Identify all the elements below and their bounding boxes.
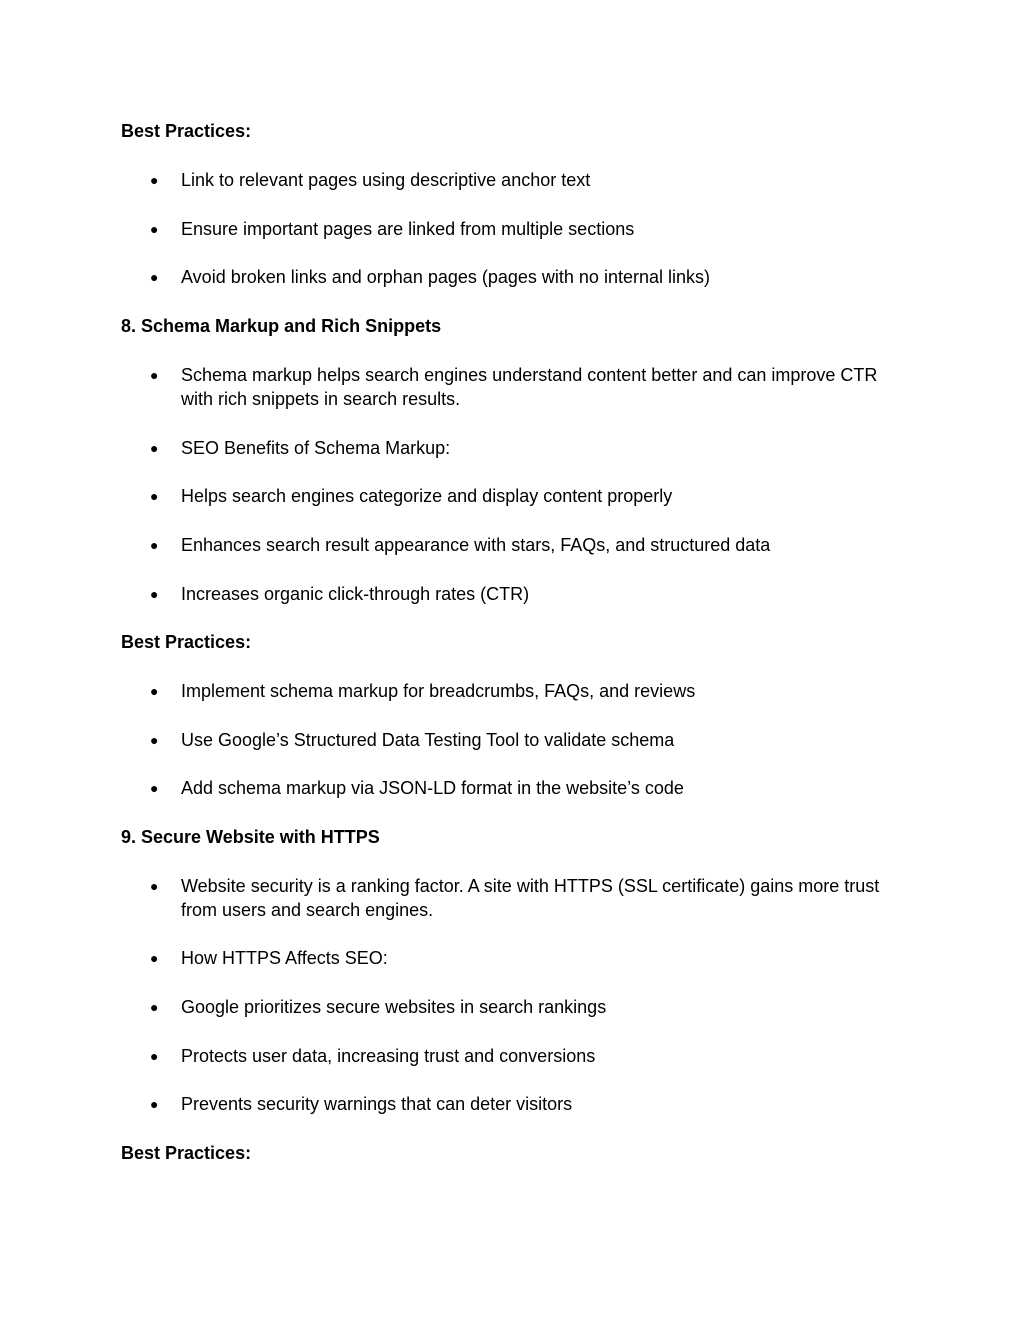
section-heading: Best Practices: (121, 1143, 252, 1163)
list-item (150, 728, 910, 752)
bullet-icon: ● (150, 269, 159, 285)
list-item-text: Enhances search result appearance with stars, FAQs, and structured data (181, 535, 771, 555)
section-heading: Best Practices: (121, 632, 252, 652)
bullet-icon: ● (150, 999, 159, 1015)
section-heading: 8. Schema Markup and Rich Snippets (121, 316, 442, 336)
bullet-icon: ● (150, 367, 159, 383)
bullet-icon: ● (150, 780, 159, 796)
bullet-icon: ● (150, 1096, 159, 1112)
bullet-icon: ● (150, 732, 159, 748)
list-item (150, 946, 910, 970)
section-heading: 9. Secure Website with HTTPS (121, 827, 380, 847)
list-item-text: Link to relevant pages using descriptive anchor text (181, 170, 591, 190)
list-item (150, 995, 910, 1019)
list-item-text: Schema markup helps search engines understand content better and can improve CTR with rich snippets in search results. (181, 365, 878, 409)
list-item-text: Website security is a ranking factor. A site with HTTPS (SSL certificate) gains more trust from users and search engines. (181, 876, 880, 920)
section-heading: Best Practices: (121, 121, 252, 141)
list-item (150, 679, 910, 703)
bullet-icon: ● (150, 440, 159, 456)
list-item (150, 265, 910, 289)
list-item (150, 217, 910, 241)
list-item-text: SEO Benefits of Schema Markup: (181, 438, 451, 458)
list-item-text: Implement schema markup for breadcrumbs, FAQs, and reviews (181, 681, 696, 701)
bullet-icon: ● (150, 221, 159, 237)
bullet-icon: ● (150, 172, 159, 188)
bullet-icon: ● (150, 586, 159, 602)
list-item-text: Add schema markup via JSON-LD format in the website’s code (181, 778, 684, 798)
list-item-text: Increases organic click-through rates (CTR) (181, 584, 530, 604)
bullet-icon: ● (150, 488, 159, 504)
list-item (150, 1092, 910, 1116)
bullet-icon: ● (150, 878, 159, 894)
list-item-text: Avoid broken links and orphan pages (pages with no internal links) (181, 267, 710, 287)
list-item-text: Protects user data, increasing trust and conversions (181, 1046, 596, 1066)
list-item-text: How HTTPS Affects SEO: (181, 948, 388, 968)
list-item (150, 582, 910, 606)
bullet-icon: ● (150, 537, 159, 553)
list-item (150, 484, 910, 508)
bullet-icon: ● (150, 1048, 159, 1064)
list-item-text: Prevents security warnings that can deter visitors (181, 1094, 573, 1114)
list-item (150, 533, 910, 557)
list-item (150, 874, 910, 922)
list-item (150, 363, 910, 411)
list-item-text: Helps search engines categorize and display content properly (181, 486, 673, 506)
list-item (150, 168, 910, 192)
list-item (150, 1044, 910, 1068)
list-item-text: Use Google’s Structured Data Testing Tool to validate schema (181, 730, 675, 750)
bullet-icon: ● (150, 683, 159, 699)
list-item-text: Google prioritizes secure websites in search rankings (181, 997, 607, 1017)
list-item (150, 436, 910, 460)
list-item (150, 776, 910, 800)
bullet-icon: ● (150, 950, 159, 966)
list-item-text: Ensure important pages are linked from multiple sections (181, 219, 635, 239)
